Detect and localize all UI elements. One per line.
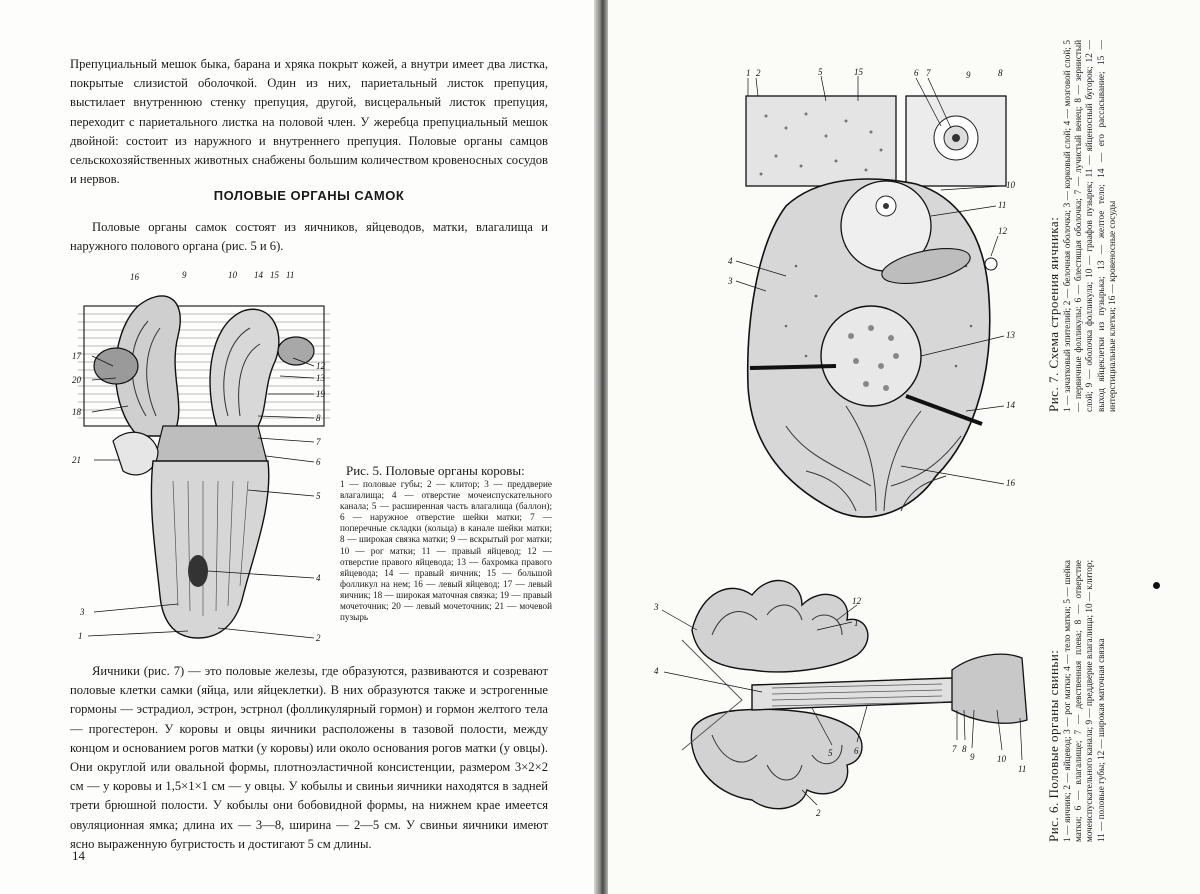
figure-6-pig-reproductive-organs (652, 560, 1032, 820)
fig5-label-18: 18 (72, 407, 81, 417)
fig7-label-16: 16 (1006, 478, 1015, 488)
fig5-label-16: 16 (130, 272, 139, 282)
fig5-label-20: 20 (72, 375, 81, 385)
figure-5-caption (340, 462, 552, 623)
fig6-label-7: 7 (952, 744, 957, 754)
fig7-label-2: 2 (756, 68, 761, 78)
fig6-label-11: 11 (1018, 764, 1027, 774)
figure-7-ovary-structure (726, 66, 1026, 536)
figure-5-caption-body: 1 — половые губы; 2 — клитор; 3 — преддверие влагалища; 4 — отверстие мочеиспускательного канала; 5 — расширенная часть влагалища (баллон); 6 — наружное отверстие шейки матки; 7 — поперечные складки (кольца) в канале шейки матки; 8 — широкая связка матки; 9 — вскрытый рог матки; 10 — рог матки; 11 — правый яйцевод; 12 — отверстие правого яйцевода; 13 — бахромка правого яйцевода; 14 — правый яичник; 15 — большой фолликул на нем; 16 — левый яйцевод; 17 — левый яичник; 18 — широкая маточная связка; 19 — правый мочеточник; 20 — левый мочеточник; 21 — мочевой пузырь (340, 479, 552, 623)
fig5-label-2: 2 (316, 633, 321, 643)
fig5-label-10: 10 (228, 270, 237, 280)
figure-7-caption (1046, 40, 1118, 412)
fig7-label-1: 1 (746, 68, 751, 78)
fig5-label-6: 6 (316, 457, 321, 467)
fig7-label-15: 15 (854, 67, 863, 77)
figure-6-caption (1046, 560, 1107, 842)
fig5-label-7: 7 (316, 437, 321, 447)
fig5-label-11: 11 (286, 270, 295, 280)
fig5-label-13: 13 (316, 373, 325, 383)
fig7-label-8: 8 (998, 68, 1003, 78)
fig5-label-4: 4 (316, 573, 321, 583)
fig6-label-5: 5 (828, 748, 833, 758)
figure-5-caption-title: Рис. 5. Половые органы коровы: (346, 463, 525, 478)
figure-6-caption-title: Рис. 6. Половые органы свиньи: (1046, 649, 1061, 842)
fig7-label-12: 12 (998, 226, 1007, 236)
fig6-label-8: 8 (962, 744, 967, 754)
fig5-label-15: 15 (270, 270, 279, 280)
fig6-label-10: 10 (997, 754, 1006, 764)
fig6-label-9: 9 (970, 752, 975, 762)
fig6-label-4: 4 (654, 666, 659, 676)
paragraph-prepuce: Препуциальный мешок быка, барана и хряка покрыт кожей, а внутри имеет два листка, покрытые слизистой оболочкой. Один из них, париетальный листок препуция, выстилает внутреннюю стенку препуция, другой, висцеральный листок препуция, переходит с париетального листка на половой член. У жеребца препуциальный мешок двойной: состоит из наружного и внутреннего препуция. Половые органы самцов сельскохозяйственных животных снабжены большим количеством кровеносных сосудов и нервов. (70, 57, 548, 187)
fig6-label-1: 1 (854, 618, 859, 628)
left-page (0, 0, 596, 894)
fig6-label-12: 12 (852, 596, 861, 606)
fig5-label-9: 9 (182, 270, 187, 280)
fig6-label-3: 3 (654, 602, 659, 612)
fig7-label-3: 3 (728, 276, 733, 286)
fig7-label-11: 11 (998, 200, 1007, 210)
paragraph-ovaries: Яичники (рис. 7) — это половые железы, где образуются, развиваются и созревают половые клетки самки (яйца, или яйцеклетки). В них образуются также и эстрогенные гормоны — эстрадиол, эстрон, эстрнол (фолликулярный гормон) и гормон желтого тела — прогестерон. У коровы и овцы яичники расположены в тазовой полости, между концом и основанием рогов матки (у коровы) или около основания рогов матки (у овцы). Они округлой или овальной формы, плотноэластичной консистенции, размером 3×2×2 см — у коровы и 1,5×1×1 см — у овцы. У кобылы и свиньи яичники находятся в задней трети брюшной полости. У кобылы они бобовидной формы, на нижнем крае имеется овуляционная ямка; длина их — 3—8, ширина — 2—5 см. У свиньи яичники имеют ясно выраженную бугристость и достигают 5 см длины. (70, 664, 548, 851)
fig5-label-1: 1 (78, 631, 83, 641)
fig6-label-6: 6 (854, 746, 859, 756)
paragraph-female-organs: Половые органы самок состоят из яичников, яйцеводов, матки, влагалища и наружного полового органа (рис. 5 и 6). (70, 220, 548, 254)
fig7-label-14: 14 (1006, 400, 1015, 410)
figure-7-caption-body: 1 — зачатковый эпителий; 2 — белочная оболочка; 3 — корковый слой; 4 — мозговой слой; 5 — первичные фолликулы; 6 — блестящая оболочка; 7 — лучистый венец; 8 — зернистый слой; 9 — оболочка фолликула; 10 — граафов пузырек; 11 — яйценосный бугорок; 12 — выход яйцеклетки из пузырька; 13 — желтое тело; 14 — его рассасывание; 15 — интерстициальные клетки; 16 — кровеносные сосуды (1062, 40, 1117, 412)
ink-dot (1153, 582, 1160, 589)
fig5-label-17: 17 (72, 351, 81, 361)
fig7-label-13: 13 (1006, 330, 1015, 340)
fig7-label-5: 5 (818, 67, 823, 77)
fig7-label-4: 4 (728, 256, 733, 266)
page-number: 14 (72, 848, 85, 863)
fig5-label-21: 21 (72, 455, 81, 465)
fig6-label-2: 2 (816, 808, 821, 818)
figure-6-caption-body: 1 — яичник; 2 — яйцевод; 3 — рог матки; 4 — тело матки; 5 — шейка матки; 6 — влагалище; 7 — девственная плева; 8 — отверстие мочеиспускательного канала; 9 — преддверие влагалища; 10 — клитор; 11 — половые губы; 12 — широкая маточная связка (1062, 560, 1106, 842)
fig5-label-14: 14 (254, 270, 263, 280)
fig5-label-5: 5 (316, 491, 321, 501)
fig5-label-19: 19 (316, 389, 325, 399)
fig7-label-6: 6 (914, 68, 919, 78)
figure-7-caption-title: Рис. 7. Схема строения яичника: (1046, 216, 1061, 412)
fig5-label-8: 8 (316, 413, 321, 423)
fig7-label-9: 9 (966, 70, 971, 80)
fig7-label-10: 10 (1006, 180, 1015, 190)
section-heading: ПОЛОВЫЕ ОРГАНЫ САМОК (213, 188, 405, 203)
fig5-label-12: 12 (316, 361, 325, 371)
figure-5-cow-reproductive-organs (68, 266, 340, 648)
fig5-label-3: 3 (80, 607, 85, 617)
fig7-label-7: 7 (926, 68, 931, 78)
